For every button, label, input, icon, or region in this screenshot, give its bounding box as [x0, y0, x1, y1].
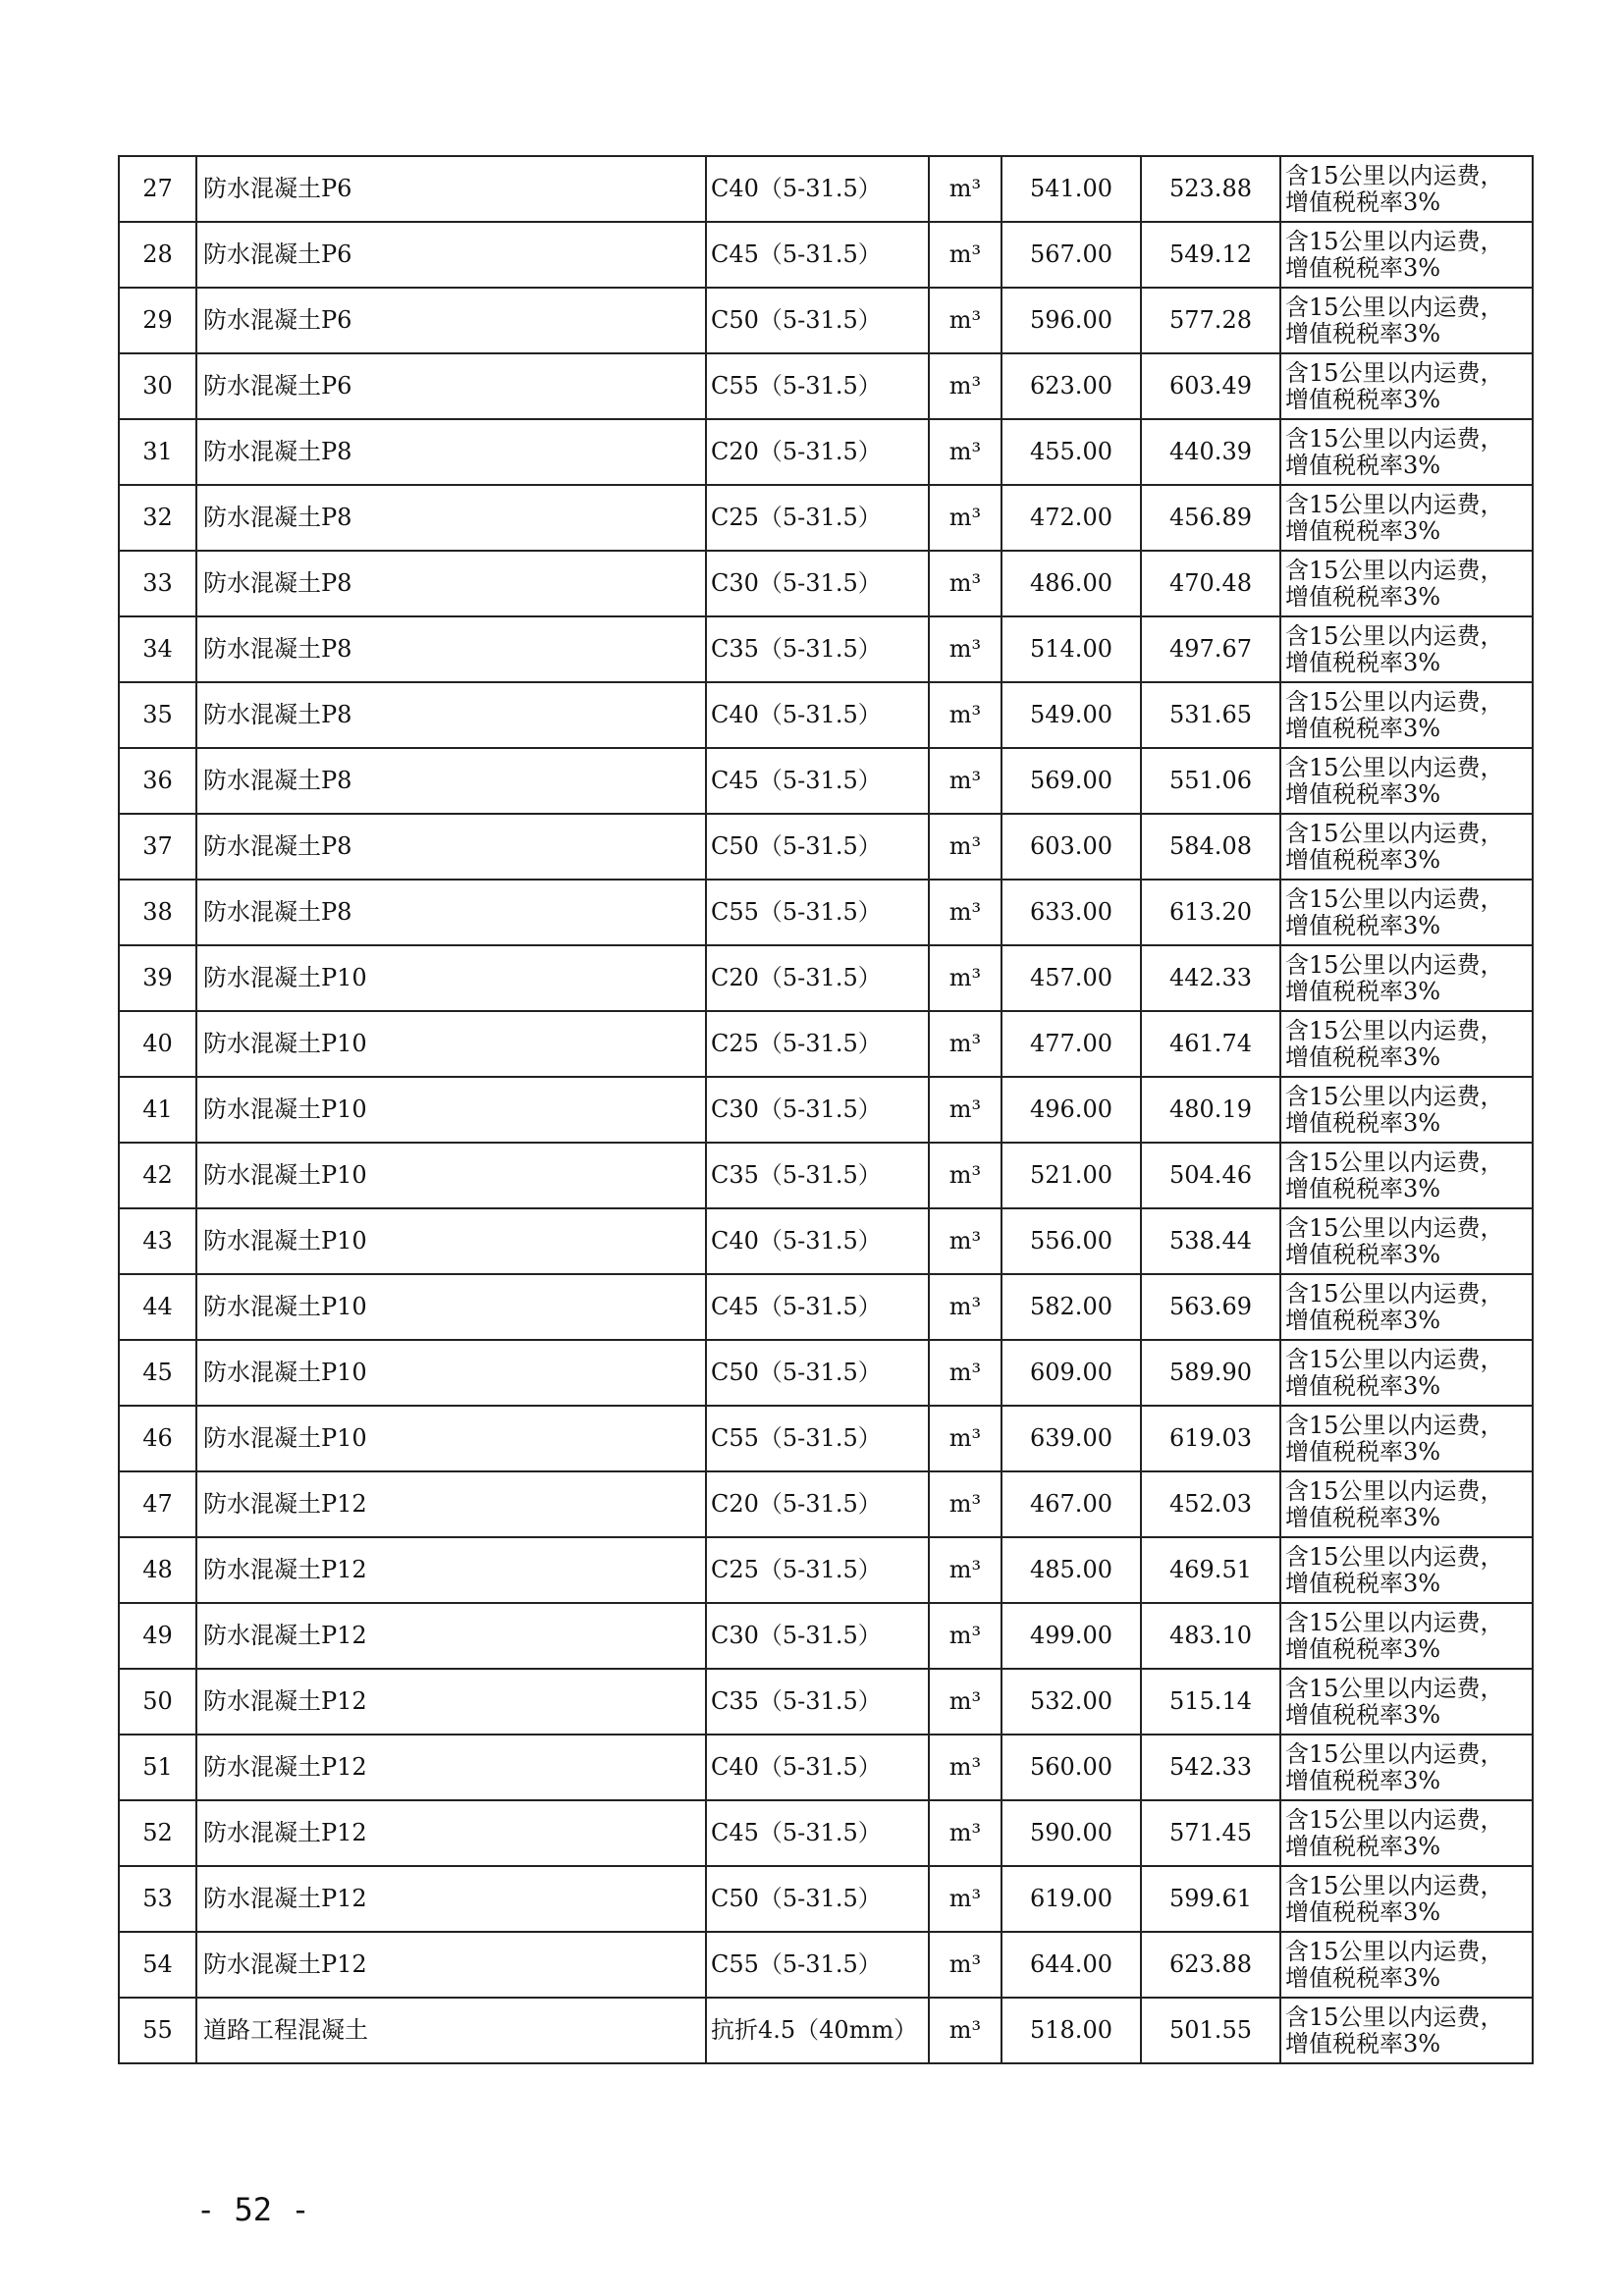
price-with-tax-cell: 639.00 [1001, 1406, 1141, 1471]
unit-cell: m³ [929, 1011, 1001, 1077]
note-line: 含15公里以内运费， [1285, 1214, 1504, 1243]
price-with-tax-cell: 623.00 [1001, 353, 1141, 419]
note-line: 增值税税率3% [1285, 516, 1441, 545]
price-with-tax-cell: 567.00 [1001, 222, 1141, 288]
row-number-cell: 44 [119, 1274, 196, 1340]
table-row [119, 419, 1533, 485]
note-cell [1280, 1143, 1533, 1208]
note-line: 含15公里以内运费， [1285, 820, 1504, 848]
price-with-tax-cell: 518.00 [1001, 1998, 1141, 2063]
note-line: 增值税税率3% [1285, 1832, 1441, 1860]
material-name-cell: 防水混凝土P12 [196, 1735, 706, 1800]
material-name-cell: 防水混凝土P10 [196, 1077, 706, 1143]
material-name-cell: 防水混凝土P8 [196, 419, 706, 485]
table-row [119, 353, 1533, 419]
unit-cell: m³ [929, 1603, 1001, 1669]
price-with-tax-cell: 532.00 [1001, 1669, 1141, 1735]
note-cell [1280, 353, 1533, 419]
table-row [119, 1669, 1533, 1735]
material-name-cell: 防水混凝土P8 [196, 616, 706, 682]
material-name-cell: 防水混凝土P10 [196, 1208, 706, 1274]
price-without-tax-cell: 584.08 [1141, 814, 1280, 880]
table-row [119, 748, 1533, 814]
note-line: 增值税税率3% [1285, 1897, 1441, 1926]
note-line: 增值税税率3% [1285, 1503, 1441, 1531]
material-name-cell: 防水混凝土P6 [196, 288, 706, 353]
note-cell [1280, 945, 1533, 1011]
table-row [119, 1998, 1533, 2063]
unit-cell: m³ [929, 748, 1001, 814]
table-row [119, 880, 1533, 945]
row-number-cell: 40 [119, 1011, 196, 1077]
price-without-tax-cell: 542.33 [1141, 1735, 1280, 1800]
note-line: 含15公里以内运费， [1285, 688, 1504, 717]
unit-cell: m³ [929, 485, 1001, 551]
row-number-cell: 28 [119, 222, 196, 288]
specification-cell: C30（5-31.5） [706, 551, 929, 616]
row-number-cell: 52 [119, 1800, 196, 1866]
row-number-cell: 50 [119, 1669, 196, 1735]
note-cell [1280, 485, 1533, 551]
table-row [119, 156, 1533, 222]
row-number-cell: 53 [119, 1866, 196, 1932]
price-with-tax-cell: 486.00 [1001, 551, 1141, 616]
row-number-cell: 39 [119, 945, 196, 1011]
material-name-cell: 防水混凝土P10 [196, 945, 706, 1011]
price-with-tax-cell: 467.00 [1001, 1471, 1141, 1537]
note-cell [1280, 748, 1533, 814]
note-line: 含15公里以内运费， [1285, 2003, 1504, 2032]
row-number-cell: 35 [119, 682, 196, 748]
price-without-tax-cell: 613.20 [1141, 880, 1280, 945]
row-number-cell: 34 [119, 616, 196, 682]
note-line: 含15公里以内运费， [1285, 754, 1504, 782]
price-table [118, 155, 1534, 2064]
unit-cell: m³ [929, 1866, 1001, 1932]
note-cell [1280, 1011, 1533, 1077]
material-name-cell: 防水混凝土P8 [196, 551, 706, 616]
price-without-tax-cell: 515.14 [1141, 1669, 1280, 1735]
note-cell [1280, 814, 1533, 880]
note-cell [1280, 1537, 1533, 1603]
unit-cell: m³ [929, 1077, 1001, 1143]
row-number-cell: 41 [119, 1077, 196, 1143]
material-name-cell: 防水混凝土P12 [196, 1932, 706, 1998]
unit-cell: m³ [929, 1537, 1001, 1603]
specification-cell: C45（5-31.5） [706, 1274, 929, 1340]
unit-cell: m³ [929, 419, 1001, 485]
table-row [119, 1208, 1533, 1274]
price-without-tax-cell: 538.44 [1141, 1208, 1280, 1274]
price-without-tax-cell: 456.89 [1141, 485, 1280, 551]
note-line: 含15公里以内运费， [1285, 1609, 1504, 1637]
note-line: 含15公里以内运费， [1285, 294, 1504, 322]
unit-cell: m³ [929, 551, 1001, 616]
note-cell [1280, 616, 1533, 682]
row-number-cell: 46 [119, 1406, 196, 1471]
note-cell [1280, 682, 1533, 748]
note-cell [1280, 1932, 1533, 1998]
unit-cell: m³ [929, 1998, 1001, 2063]
note-line: 含15公里以内运费， [1285, 1740, 1504, 1769]
material-name-cell: 防水混凝土P10 [196, 1143, 706, 1208]
price-with-tax-cell: 485.00 [1001, 1537, 1141, 1603]
table-row [119, 1932, 1533, 1998]
unit-cell: m³ [929, 1932, 1001, 1998]
price-with-tax-cell: 496.00 [1001, 1077, 1141, 1143]
note-line: 含15公里以内运费， [1285, 162, 1504, 190]
unit-cell: m³ [929, 945, 1001, 1011]
note-line: 含15公里以内运费， [1285, 1280, 1504, 1308]
note-line: 增值税税率3% [1285, 385, 1441, 413]
note-line: 含15公里以内运费， [1285, 1412, 1504, 1440]
unit-cell: m³ [929, 1340, 1001, 1406]
price-with-tax-cell: 633.00 [1001, 880, 1141, 945]
price-without-tax-cell: 577.28 [1141, 288, 1280, 353]
table-row [119, 616, 1533, 682]
specification-cell: C50（5-31.5） [706, 288, 929, 353]
note-line: 增值税税率3% [1285, 1569, 1441, 1597]
price-with-tax-cell: 472.00 [1001, 485, 1141, 551]
specification-cell: C30（5-31.5） [706, 1603, 929, 1669]
table-row [119, 1471, 1533, 1537]
specification-cell: C40（5-31.5） [706, 682, 929, 748]
price-without-tax-cell: 440.39 [1141, 419, 1280, 485]
note-cell [1280, 1471, 1533, 1537]
table-row [119, 1406, 1533, 1471]
note-cell [1280, 1669, 1533, 1735]
note-line: 增值税税率3% [1285, 187, 1441, 216]
note-line: 含15公里以内运费， [1285, 1806, 1504, 1835]
note-line: 增值税税率3% [1285, 1766, 1441, 1794]
unit-cell: m³ [929, 616, 1001, 682]
note-line: 增值税税率3% [1285, 977, 1441, 1005]
note-line: 含15公里以内运费， [1285, 228, 1504, 256]
note-cell [1280, 222, 1533, 288]
material-name-cell: 防水混凝土P8 [196, 748, 706, 814]
note-cell [1280, 419, 1533, 485]
specification-cell: C20（5-31.5） [706, 945, 929, 1011]
specification-cell: C45（5-31.5） [706, 222, 929, 288]
table-row [119, 1274, 1533, 1340]
price-with-tax-cell: 549.00 [1001, 682, 1141, 748]
price-with-tax-cell: 644.00 [1001, 1932, 1141, 1998]
table-row [119, 551, 1533, 616]
specification-cell: C45（5-31.5） [706, 748, 929, 814]
price-without-tax-cell: 469.51 [1141, 1537, 1280, 1603]
specification-cell: C25（5-31.5） [706, 1011, 929, 1077]
price-without-tax-cell: 563.69 [1141, 1274, 1280, 1340]
row-number-cell: 38 [119, 880, 196, 945]
note-cell [1280, 1998, 1533, 2063]
row-number-cell: 43 [119, 1208, 196, 1274]
note-line: 含15公里以内运费， [1285, 1148, 1504, 1177]
note-cell [1280, 551, 1533, 616]
note-line: 增值税税率3% [1285, 1700, 1441, 1729]
row-number-cell: 27 [119, 156, 196, 222]
price-without-tax-cell: 501.55 [1141, 1998, 1280, 2063]
unit-cell: m³ [929, 1800, 1001, 1866]
specification-cell: C50（5-31.5） [706, 1866, 929, 1932]
note-line: 含15公里以内运费， [1285, 885, 1504, 914]
specification-cell: C25（5-31.5） [706, 1537, 929, 1603]
price-with-tax-cell: 514.00 [1001, 616, 1141, 682]
price-with-tax-cell: 619.00 [1001, 1866, 1141, 1932]
row-number-cell: 30 [119, 353, 196, 419]
note-line: 增值税税率3% [1285, 319, 1441, 347]
material-name-cell: 防水混凝土P8 [196, 880, 706, 945]
price-without-tax-cell: 523.88 [1141, 156, 1280, 222]
price-without-tax-cell: 571.45 [1141, 1800, 1280, 1866]
note-line: 含15公里以内运费， [1285, 1872, 1504, 1900]
material-name-cell: 防水混凝土P12 [196, 1669, 706, 1735]
note-cell [1280, 1603, 1533, 1669]
specification-cell: C20（5-31.5） [706, 419, 929, 485]
table-row [119, 1735, 1533, 1800]
page-number: - 52 - [196, 2191, 310, 2228]
material-name-cell: 道路工程混凝土 [196, 1998, 706, 2063]
unit-cell: m³ [929, 682, 1001, 748]
price-without-tax-cell: 497.67 [1141, 616, 1280, 682]
price-without-tax-cell: 549.12 [1141, 222, 1280, 288]
unit-cell: m³ [929, 288, 1001, 353]
note-line: 增值税税率3% [1285, 451, 1441, 479]
note-line: 增值税税率3% [1285, 1042, 1441, 1071]
price-with-tax-cell: 582.00 [1001, 1274, 1141, 1340]
note-cell [1280, 1406, 1533, 1471]
price-with-tax-cell: 596.00 [1001, 288, 1141, 353]
price-with-tax-cell: 455.00 [1001, 419, 1141, 485]
row-number-cell: 37 [119, 814, 196, 880]
note-line: 增值税税率3% [1285, 1963, 1441, 1992]
note-line: 含15公里以内运费， [1285, 1543, 1504, 1572]
table-row [119, 1537, 1533, 1603]
note-line: 增值税税率3% [1285, 911, 1441, 939]
note-line: 增值税税率3% [1285, 1371, 1441, 1400]
price-with-tax-cell: 560.00 [1001, 1735, 1141, 1800]
note-cell [1280, 1735, 1533, 1800]
row-number-cell: 51 [119, 1735, 196, 1800]
specification-cell: C55（5-31.5） [706, 1406, 929, 1471]
unit-cell: m³ [929, 1274, 1001, 1340]
specification-cell: C50（5-31.5） [706, 1340, 929, 1406]
note-line: 含15公里以内运费， [1285, 557, 1504, 585]
specification-cell: C40（5-31.5） [706, 1208, 929, 1274]
price-with-tax-cell: 541.00 [1001, 156, 1141, 222]
price-without-tax-cell: 589.90 [1141, 1340, 1280, 1406]
specification-cell: C35（5-31.5） [706, 1143, 929, 1208]
price-without-tax-cell: 452.03 [1141, 1471, 1280, 1537]
table-row [119, 814, 1533, 880]
row-number-cell: 48 [119, 1537, 196, 1603]
table-row [119, 1077, 1533, 1143]
note-line: 增值税税率3% [1285, 2029, 1441, 2057]
material-name-cell: 防水混凝土P8 [196, 682, 706, 748]
note-line: 含15公里以内运费， [1285, 1938, 1504, 1966]
note-line: 含15公里以内运费， [1285, 425, 1504, 454]
note-line: 含15公里以内运费， [1285, 622, 1504, 651]
price-with-tax-cell: 590.00 [1001, 1800, 1141, 1866]
note-line: 含15公里以内运费， [1285, 1675, 1504, 1703]
row-number-cell: 45 [119, 1340, 196, 1406]
material-name-cell: 防水混凝土P10 [196, 1406, 706, 1471]
specification-cell: 抗折4.5（40mm） [706, 1998, 929, 2063]
note-line: 含15公里以内运费， [1285, 1346, 1504, 1374]
specification-cell: C55（5-31.5） [706, 1932, 929, 1998]
unit-cell: m³ [929, 1471, 1001, 1537]
note-line: 含15公里以内运费， [1285, 951, 1504, 980]
material-name-cell: 防水混凝土P12 [196, 1537, 706, 1603]
material-name-cell: 防水混凝土P10 [196, 1011, 706, 1077]
unit-cell: m³ [929, 353, 1001, 419]
price-with-tax-cell: 569.00 [1001, 748, 1141, 814]
table-row [119, 222, 1533, 288]
price-with-tax-cell: 477.00 [1001, 1011, 1141, 1077]
row-number-cell: 54 [119, 1932, 196, 1998]
note-line: 增值税税率3% [1285, 845, 1441, 874]
unit-cell: m³ [929, 1669, 1001, 1735]
specification-cell: C55（5-31.5） [706, 880, 929, 945]
note-line: 增值税税率3% [1285, 1437, 1441, 1466]
material-name-cell: 防水混凝土P12 [196, 1471, 706, 1537]
material-name-cell: 防水混凝土P10 [196, 1274, 706, 1340]
note-cell [1280, 1274, 1533, 1340]
row-number-cell: 42 [119, 1143, 196, 1208]
note-line: 增值税税率3% [1285, 582, 1441, 611]
price-without-tax-cell: 461.74 [1141, 1011, 1280, 1077]
row-number-cell: 32 [119, 485, 196, 551]
material-name-cell: 防水混凝土P8 [196, 485, 706, 551]
material-name-cell: 防水混凝土P8 [196, 814, 706, 880]
row-number-cell: 36 [119, 748, 196, 814]
price-with-tax-cell: 609.00 [1001, 1340, 1141, 1406]
specification-cell: C30（5-31.5） [706, 1077, 929, 1143]
specification-cell: C50（5-31.5） [706, 814, 929, 880]
specification-cell: C40（5-31.5） [706, 156, 929, 222]
unit-cell: m³ [929, 880, 1001, 945]
note-line: 增值税税率3% [1285, 1306, 1441, 1334]
table-body [119, 156, 1533, 2063]
table-row [119, 682, 1533, 748]
price-without-tax-cell: 504.46 [1141, 1143, 1280, 1208]
note-cell [1280, 1077, 1533, 1143]
unit-cell: m³ [929, 1143, 1001, 1208]
note-line: 含15公里以内运费， [1285, 491, 1504, 519]
table-row [119, 1603, 1533, 1669]
note-cell [1280, 1340, 1533, 1406]
note-cell [1280, 1208, 1533, 1274]
price-without-tax-cell: 603.49 [1141, 353, 1280, 419]
note-line: 增值税税率3% [1285, 1240, 1441, 1268]
table-row [119, 1011, 1533, 1077]
row-number-cell: 33 [119, 551, 196, 616]
material-name-cell: 防水混凝土P12 [196, 1603, 706, 1669]
price-without-tax-cell: 551.06 [1141, 748, 1280, 814]
price-without-tax-cell: 480.19 [1141, 1077, 1280, 1143]
price-with-tax-cell: 457.00 [1001, 945, 1141, 1011]
note-cell [1280, 1866, 1533, 1932]
note-cell [1280, 1800, 1533, 1866]
unit-cell: m³ [929, 1735, 1001, 1800]
material-name-cell: 防水混凝土P6 [196, 222, 706, 288]
unit-cell: m³ [929, 1208, 1001, 1274]
specification-cell: C35（5-31.5） [706, 616, 929, 682]
material-name-cell: 防水混凝土P12 [196, 1866, 706, 1932]
note-line: 增值税税率3% [1285, 253, 1441, 282]
price-with-tax-cell: 499.00 [1001, 1603, 1141, 1669]
specification-cell: C40（5-31.5） [706, 1735, 929, 1800]
price-with-tax-cell: 521.00 [1001, 1143, 1141, 1208]
note-cell [1280, 880, 1533, 945]
price-without-tax-cell: 470.48 [1141, 551, 1280, 616]
specification-cell: C55（5-31.5） [706, 353, 929, 419]
material-name-cell: 防水混凝土P12 [196, 1800, 706, 1866]
specification-cell: C35（5-31.5） [706, 1669, 929, 1735]
row-number-cell: 29 [119, 288, 196, 353]
price-without-tax-cell: 483.10 [1141, 1603, 1280, 1669]
table-row [119, 288, 1533, 353]
note-line: 含15公里以内运费， [1285, 1477, 1504, 1506]
note-line: 增值税税率3% [1285, 714, 1441, 742]
note-line: 含15公里以内运费， [1285, 1083, 1504, 1111]
price-with-tax-cell: 556.00 [1001, 1208, 1141, 1274]
note-line: 增值税税率3% [1285, 1108, 1441, 1137]
material-name-cell: 防水混凝土P6 [196, 156, 706, 222]
table-row [119, 1340, 1533, 1406]
row-number-cell: 31 [119, 419, 196, 485]
table-row [119, 945, 1533, 1011]
note-cell [1280, 156, 1533, 222]
note-line: 增值税税率3% [1285, 1634, 1441, 1663]
specification-cell: C45（5-31.5） [706, 1800, 929, 1866]
row-number-cell: 55 [119, 1998, 196, 2063]
specification-cell: C25（5-31.5） [706, 485, 929, 551]
table-row [119, 1800, 1533, 1866]
price-with-tax-cell: 603.00 [1001, 814, 1141, 880]
specification-cell: C20（5-31.5） [706, 1471, 929, 1537]
table-row [119, 485, 1533, 551]
row-number-cell: 47 [119, 1471, 196, 1537]
unit-cell: m³ [929, 1406, 1001, 1471]
unit-cell: m³ [929, 156, 1001, 222]
material-name-cell: 防水混凝土P10 [196, 1340, 706, 1406]
row-number-cell: 49 [119, 1603, 196, 1669]
note-cell [1280, 288, 1533, 353]
table-row [119, 1143, 1533, 1208]
price-without-tax-cell: 442.33 [1141, 945, 1280, 1011]
price-without-tax-cell: 599.61 [1141, 1866, 1280, 1932]
table-row [119, 1866, 1533, 1932]
note-line: 含15公里以内运费， [1285, 359, 1504, 388]
note-line: 增值税税率3% [1285, 1174, 1441, 1202]
unit-cell: m³ [929, 222, 1001, 288]
note-line: 含15公里以内运费， [1285, 1017, 1504, 1045]
note-line: 增值税税率3% [1285, 779, 1441, 808]
material-name-cell: 防水混凝土P6 [196, 353, 706, 419]
price-without-tax-cell: 623.88 [1141, 1932, 1280, 1998]
price-without-tax-cell: 619.03 [1141, 1406, 1280, 1471]
note-line: 增值税税率3% [1285, 648, 1441, 676]
price-without-tax-cell: 531.65 [1141, 682, 1280, 748]
unit-cell: m³ [929, 814, 1001, 880]
